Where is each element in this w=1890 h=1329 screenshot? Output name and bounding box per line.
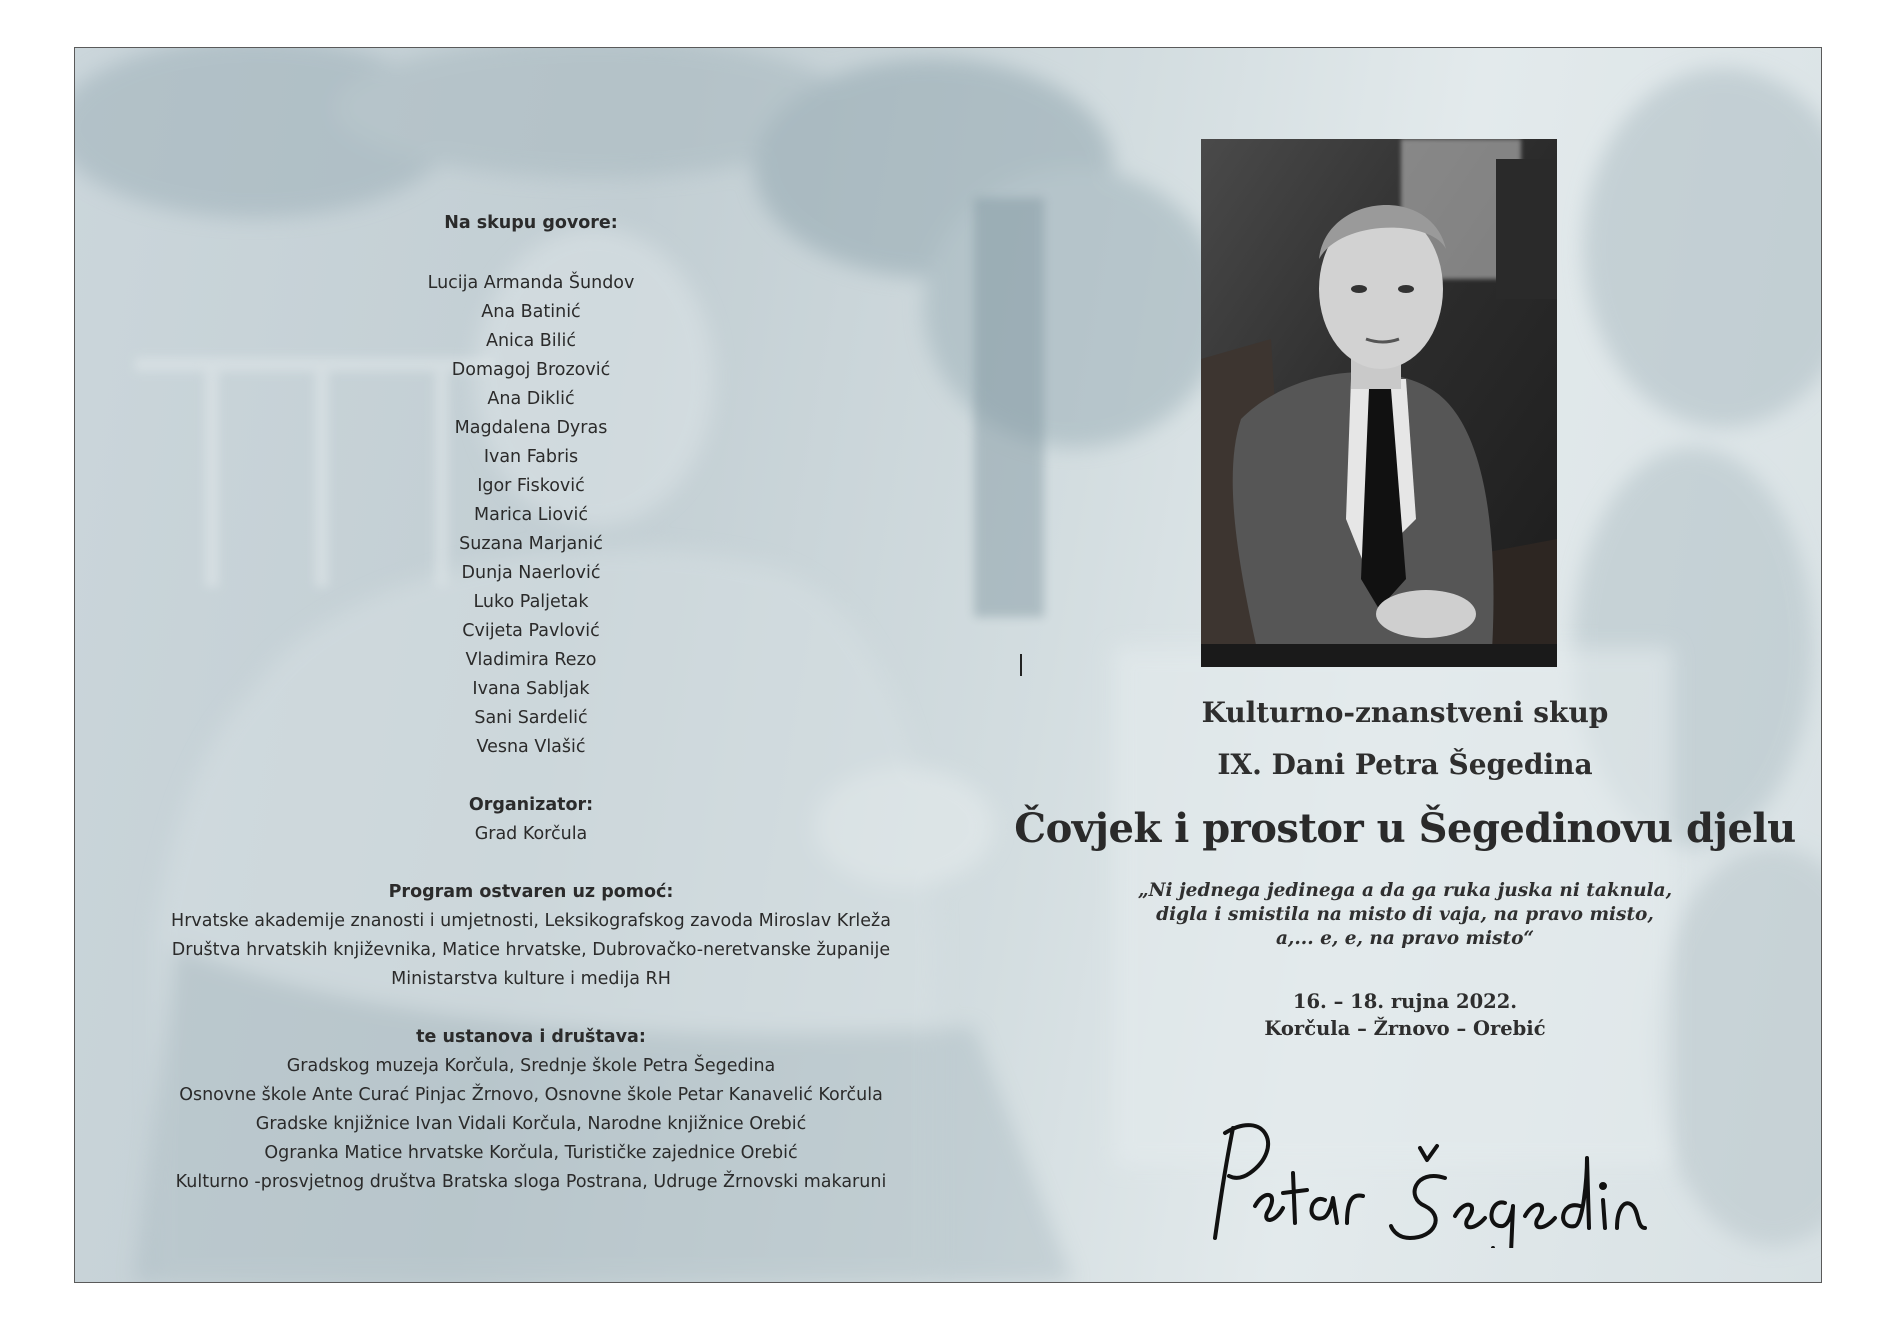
speaker-name: Ana Diklić — [487, 389, 575, 409]
speaker-name: Igor Fisković — [477, 476, 585, 496]
institution-line: Gradske knjižnice Ivan Vidali Korčula, Narodne knjižnice Orebić — [255, 1114, 807, 1134]
institution-line: Ogranka Matice hrvatske Korčula, Turističke zajednice Orebić — [264, 1143, 798, 1163]
left-column — [75, 48, 987, 1282]
event-places: Korčula – Žrnovo – Orebić — [1264, 1017, 1546, 1040]
speaker-name: Dunja Naerlović — [461, 563, 601, 583]
speaker-name: Anica Bilić — [485, 331, 577, 351]
event-title: Čovjek i prostor u Šegedinovu djelu — [1014, 805, 1796, 852]
program-sheet — [74, 47, 1822, 1283]
signature — [1155, 1088, 1655, 1248]
support-line: Društva hrvatskih književnika, Matice hrvatske, Dubrovačko-neretvanske županije — [171, 940, 891, 960]
speaker-name: Cvijeta Pavlović — [462, 621, 600, 641]
speaker-name: Sani Sardelić — [474, 708, 588, 728]
institution-line: Gradskog muzeja Korčula, Srednje škole Petra Šegedina — [286, 1056, 776, 1076]
institution-line: Kulturno -prosvjetnog društva Bratska sloga Postrana, Udruge Žrnovski makaruni — [175, 1172, 887, 1192]
speaker-name: Luko Paljetak — [473, 592, 589, 612]
institutions-heading: te ustanova i društava: — [416, 1027, 646, 1047]
speaker-name: Vladimira Rezo — [465, 650, 597, 670]
event-type: Kulturno-znanstveni skup — [1201, 696, 1609, 729]
quote-line: digla i smistila na misto di vaja, na pravo misto, — [1156, 904, 1654, 925]
support-line: Ministarstva kulture i medija RH — [391, 969, 671, 989]
organizer-heading: Organizator: — [468, 795, 594, 815]
speaker-name: Lucija Armanda Šundov — [427, 273, 635, 293]
speaker-name: Marica Liović — [474, 505, 588, 525]
speaker-name: Vesna Vlašić — [476, 737, 586, 757]
speaker-name: Magdalena Dyras — [454, 418, 608, 438]
quote-line: „Ni jednega jedinega a da ga ruka juska ni taknula, — [1137, 880, 1673, 901]
support-line: Hrvatske akademije znanosti i umjetnosti, Leksikografskog zavoda Miroslav Krleža — [171, 911, 891, 931]
speakers-heading: Na skupu govore: — [444, 213, 618, 233]
organizer-name: Grad Korčula — [474, 824, 588, 844]
institution-line: Osnovne škole Ante Curać Pinjac Žrnovo, Osnovne škole Petar Kanavelić Korčula — [179, 1085, 883, 1105]
speaker-name: Ivan Fabris — [483, 447, 579, 467]
speaker-name: Ana Batinić — [481, 302, 581, 322]
support-heading: Program ostvaren uz pomoć: — [388, 882, 674, 902]
speaker-name: Ivana Sabljak — [472, 679, 590, 699]
speaker-name: Suzana Marjanić — [459, 534, 603, 554]
speaker-name: Domagoj Brozović — [451, 360, 611, 380]
quote-line: a,... e, e, na pravo misto“ — [1275, 928, 1535, 949]
event-edition: IX. Dani Petra Šegedina — [1217, 748, 1593, 781]
event-dates: 16. – 18. rujna 2022. — [1292, 990, 1518, 1013]
